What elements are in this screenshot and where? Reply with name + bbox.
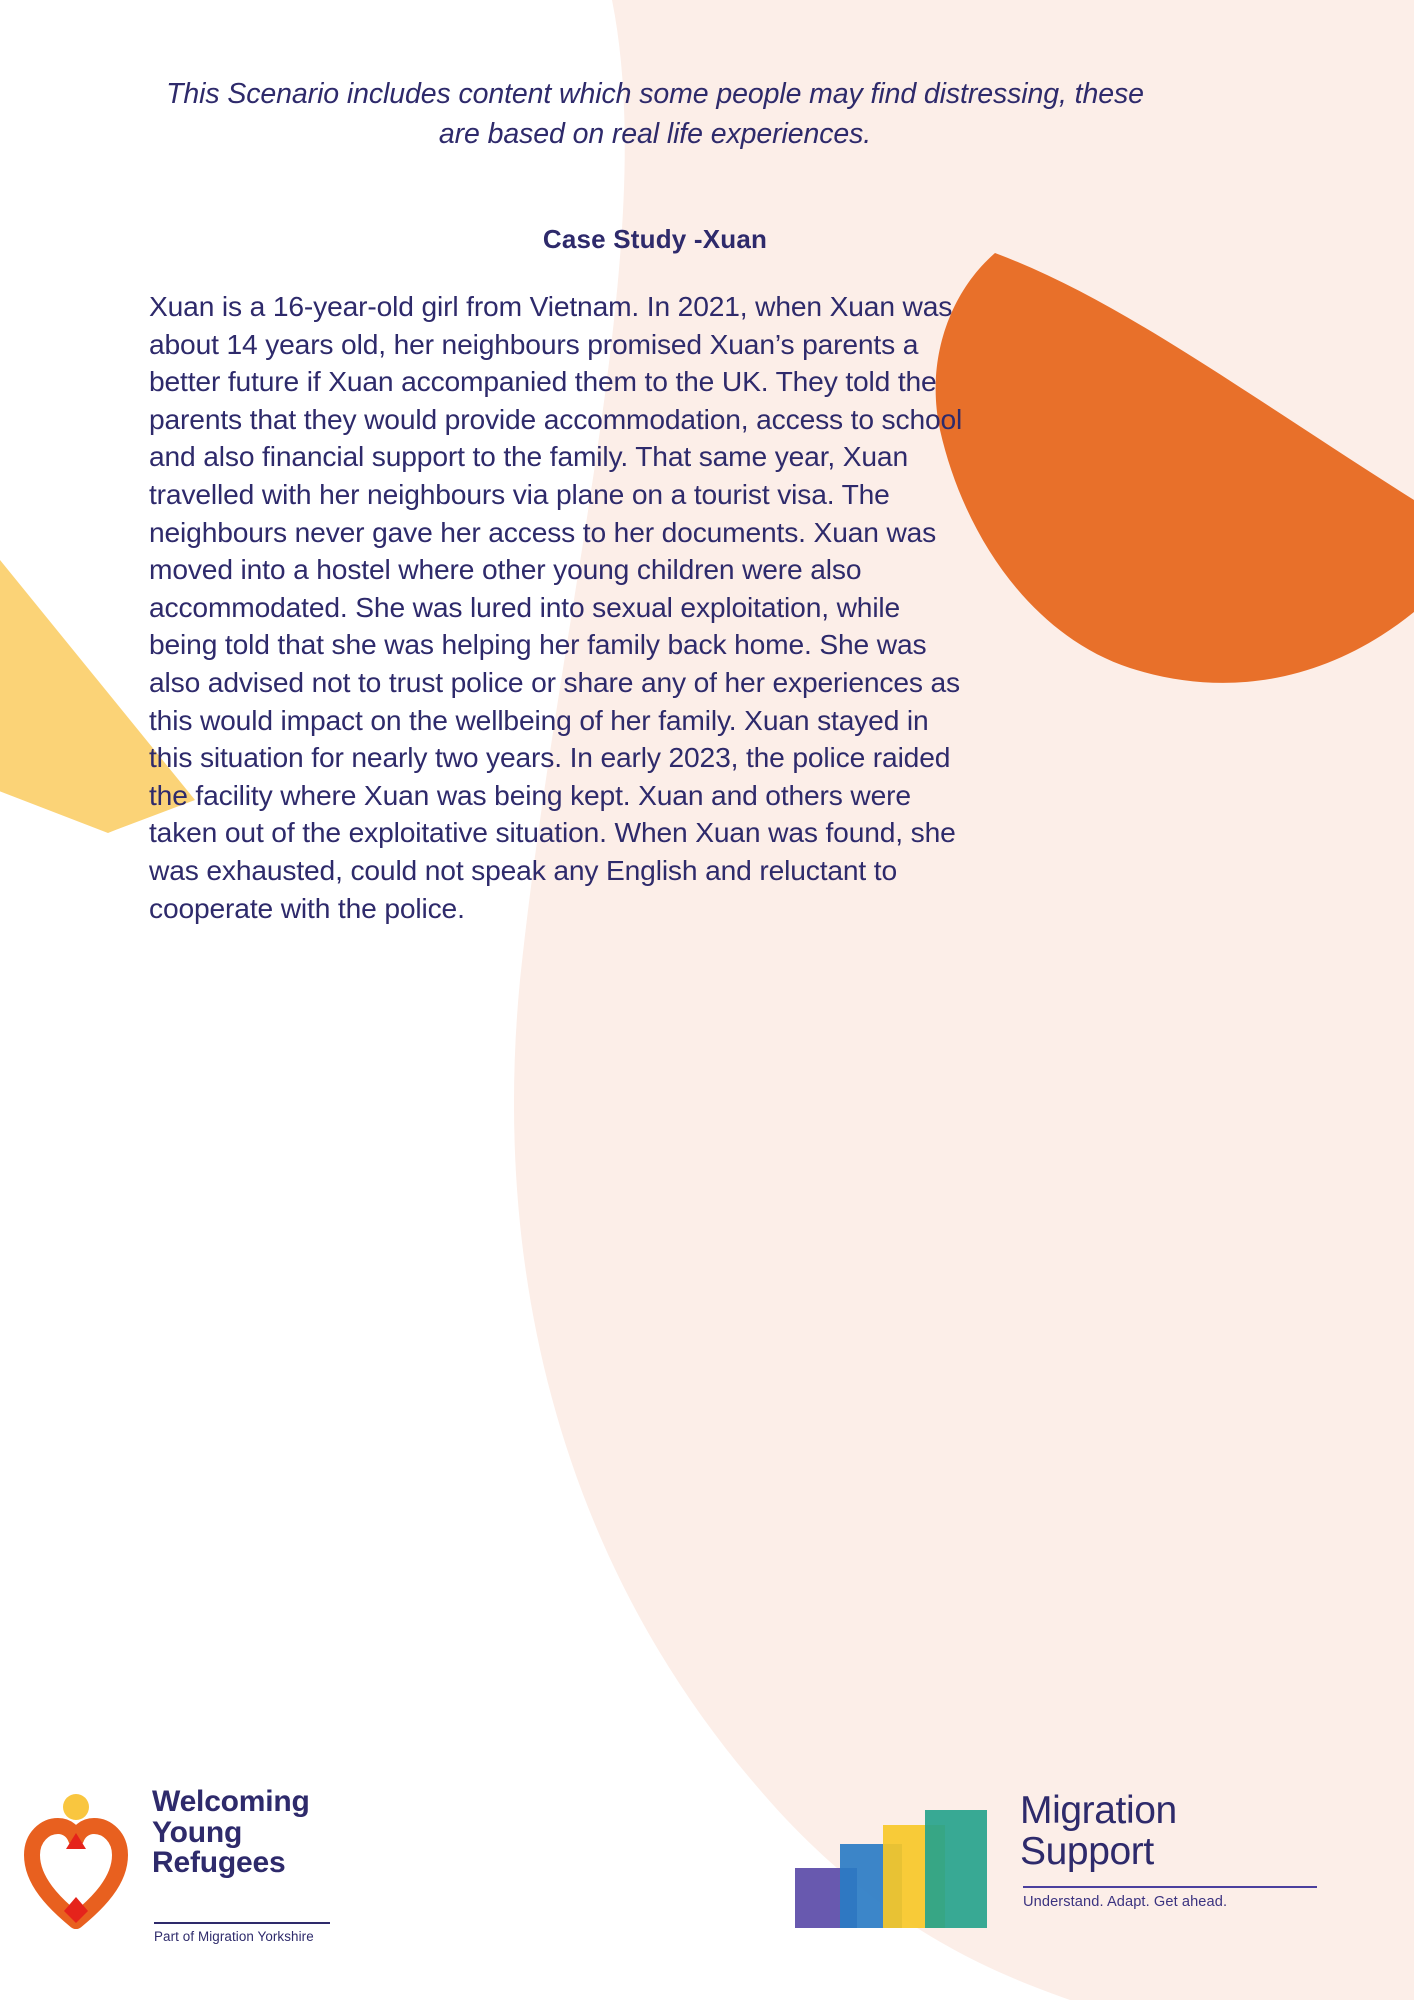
migration-support-logo <box>795 1790 1395 1975</box>
ms-line-1: Migration <box>1020 1789 1177 1832</box>
case-study-paragraph: Xuan is a 16-year-old girl from Vietnam. In 2021, when Xuan was about 14 years old, her neighbours promised Xuan’s parents a better future if Xuan accompanied them to the UK. They told the parents that they would provide accommodation, access to school and also financial support to the family. That same year, Xuan travelled with her neighbours via plane on a tourist visa. The neighbours never gave her access to her documents. Xuan was moved into a hostel where other young children were also accommodated. She was lured into sexual exploitation, while being told that she was helping her family back home. She was also advised not to trust police or share any of her experiences as this would impact on the wellbeing of her family. Xuan stayed in this situation for nearly two years. In early 2023, the police raided the facility where Xuan was being kept. Xuan and others were taken out of the exploitative situation. When Xuan was found, she was exhausted, could not speak any English and reluctant to cooperate with the police. <box>149 290 963 924</box>
wyr-divider <box>154 1922 330 1924</box>
wyr-line-2: Young <box>152 1815 243 1849</box>
content-warning-text: This Scenario includes content which some people may find distressing, these are based on real life experiences. <box>166 78 1144 151</box>
ms-tagline: Understand. Adapt. Get ahead. <box>1023 1894 1228 1910</box>
welcoming-young-refugees-logo <box>24 1785 354 1975</box>
bar-chart-icon <box>795 1808 995 1928</box>
wyr-line-1: Welcoming <box>152 1785 310 1818</box>
ms-divider <box>1023 1886 1317 1888</box>
wyr-line-3: Refugees <box>152 1846 286 1879</box>
wyr-tagline: Part of Migration Yorkshire <box>154 1929 314 1944</box>
heart-with-dot-icon <box>24 1793 128 1933</box>
ms-line-2: Support <box>1020 1830 1154 1873</box>
page-title: Case Study -Xuan <box>542 224 768 254</box>
ms-wordmark <box>1020 1790 1177 1872</box>
wyr-wordmark <box>152 1787 310 1879</box>
